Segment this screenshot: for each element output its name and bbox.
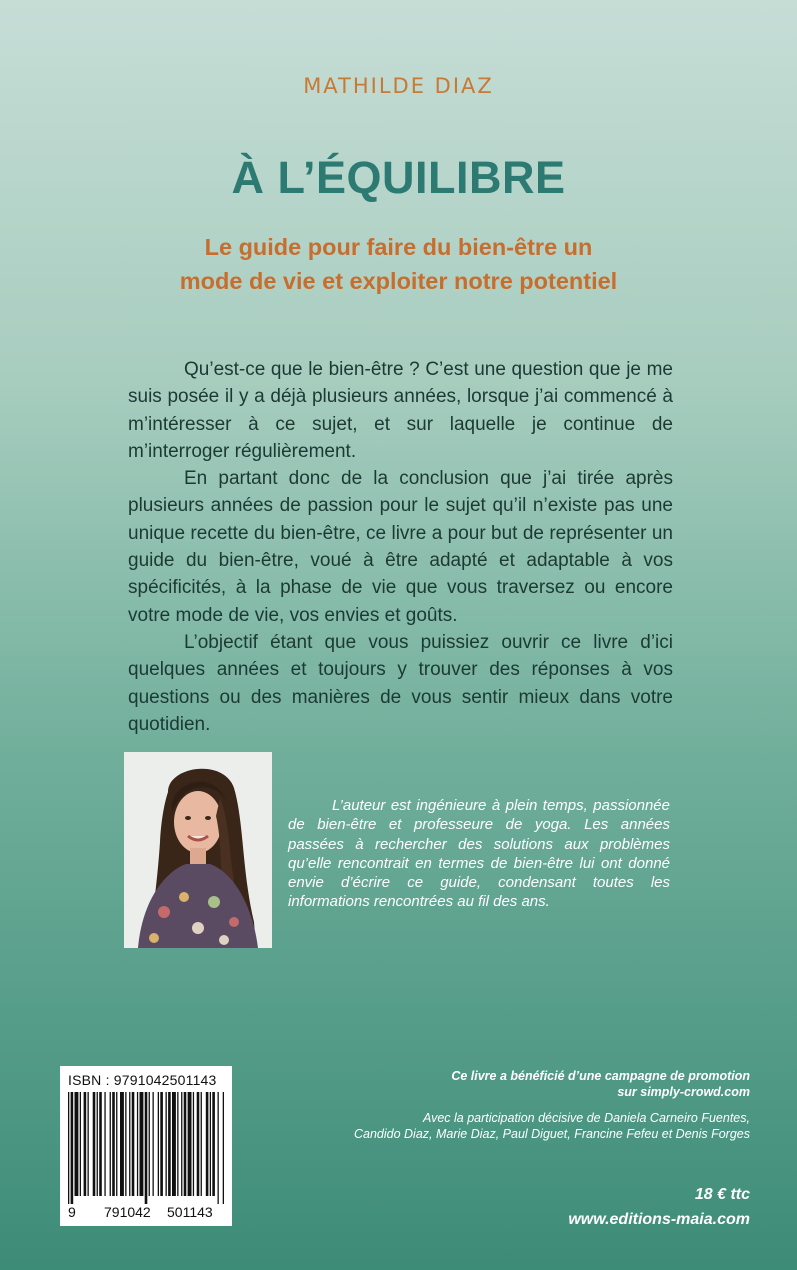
isbn-label: ISBN : 9791042501143	[68, 1072, 217, 1088]
barcode-bars	[66, 1092, 226, 1204]
acknowledgements-line-2: Candido Diaz, Marie Diaz, Paul Diguet, Francine Fefeu et Denis Forges	[353, 1127, 750, 1141]
publisher-website[interactable]: www.editions-maia.com	[568, 1211, 750, 1228]
promotion-note	[330, 1068, 750, 1100]
blurb-paragraph-3: L’objectif étant que vous puissiez ouvrir ce livre d’ici quelques années et toujours y trouver des réponses à vos questions ou des manières de vous sentir mieux dans votre quotidien.	[128, 631, 673, 735]
price: 18 € ttc	[694, 1186, 750, 1203]
acknowledgements	[330, 1110, 750, 1142]
barcode-digits-left: 791042	[104, 1204, 151, 1220]
subtitle-line-2: mode de vie et exploiter notre potentiel	[179, 268, 618, 294]
promotion-line-2: sur simply-crowd.com	[617, 1085, 750, 1099]
author-bio-text: L’auteur est ingénieure à plein temps, passionnée de bien-être et professeure de yoga. Les années passées à rechercher des solutions aux problèmes qu’elle rencontrait en termes de bien-être lui ont donné envie d’écrire ce guide, condensant toutes les informations rencontrées au fil des ans.	[288, 797, 670, 911]
credits	[330, 1068, 750, 1142]
acknowledgements-line-1: Avec la participation décisive de Daniela Carneiro Fuentes,	[422, 1111, 750, 1125]
blurb-paragraph-1: Qu’est-ce que le bien-être ? C’est une question que je me suis posée il y a déjà plusieurs années, lorsque j’ai commencé à m’intéresser à ce sujet, et sur laquelle je continue de m’interroger régulièrement.	[128, 359, 673, 462]
isbn-barcode	[60, 1066, 232, 1226]
author-bio	[288, 796, 670, 912]
barcode-digits-right: 501143	[167, 1204, 213, 1220]
author-name: MATHILDE DIAZ	[303, 74, 494, 98]
blurb	[128, 356, 673, 738]
promotion-line-1: Ce livre a bénéficié d’une campagne de promotion	[451, 1069, 750, 1083]
book-subtitle	[0, 230, 797, 298]
blurb-paragraph-2: En partant donc de la conclusion que j’ai tirée après plusieurs années de passion pour le sujet qu’il n’existe pas une unique recette du bien-être, ce livre a pour but de représenter un guide du bien-être, voué à être adapté et adaptable à vos spécificités, à la phase de vie que vous traversez ou encore votre mode de vie, vos envies et goûts.	[128, 468, 673, 626]
book-title: À L’ÉQUILIBRE	[231, 152, 566, 203]
author-photo	[124, 752, 272, 948]
barcode-digit-first: 9	[68, 1204, 76, 1220]
author-portrait-image	[124, 752, 272, 948]
subtitle-line-1: Le guide pour faire du bien-être un	[204, 234, 593, 260]
